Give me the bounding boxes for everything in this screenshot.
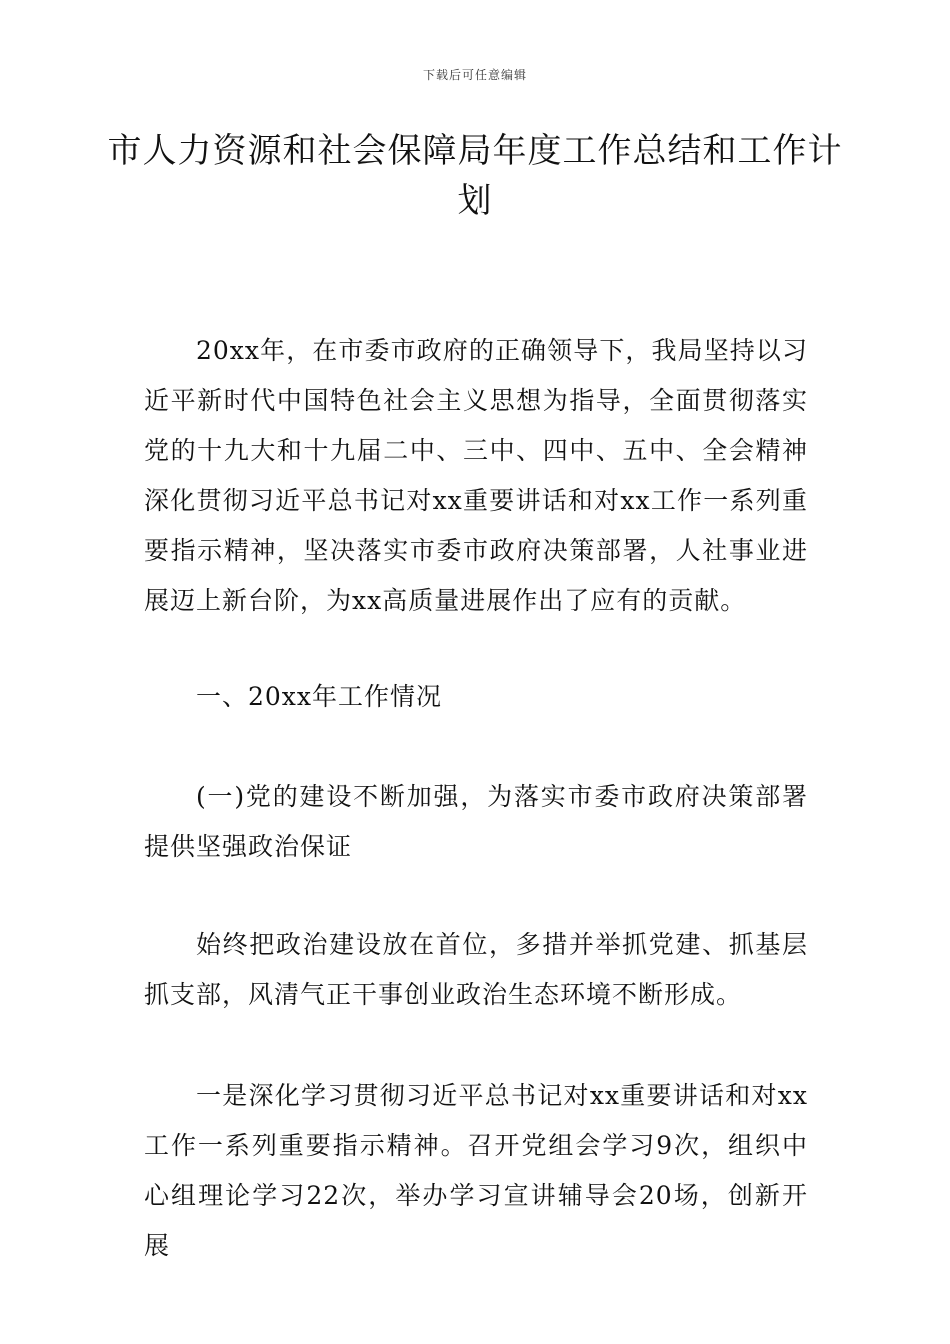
subsection-heading: (一)党的建设不断加强，为落实市委市政府决策部署提供坚强政治保证 [144, 782, 808, 861]
document-title: 市人力资源和社会保障局年度工作总结和工作计划 [107, 131, 843, 221]
paragraph-intro: 20xx年，在市委市政府的正确领导下，我局坚持以习近平新时代中国特色社会主义思想为指导，全面贯彻落实党的十九大和十九届二中、三中、四中、五中、全会精神深化贯彻习近平总书记对xx重要讲话和对xx工作一系列重要指示精神，坚决落实市委市政府决策部署，人社事业进展迈上新台阶，为xx高质量进展作出了应有的贡献。 [144, 336, 808, 615]
header-note: 下载后可任意编辑 [422, 68, 527, 82]
paragraph-study: 一是深化学习贯彻习近平总书记对xx重要讲话和对xx工作一系列重要指示精神。召开党组会学习9次，组织中心组理论学习22次，举办学习宣讲辅导会20场，创新开展 [144, 1081, 808, 1260]
paragraph-party-building: 始终把政治建设放在首位，多措并举抓党建、抓基层抓支部，风清气正干事创业政治生态环境不断形成。 [144, 930, 808, 1009]
section-heading: 一、20xx年工作情况 [196, 682, 443, 711]
